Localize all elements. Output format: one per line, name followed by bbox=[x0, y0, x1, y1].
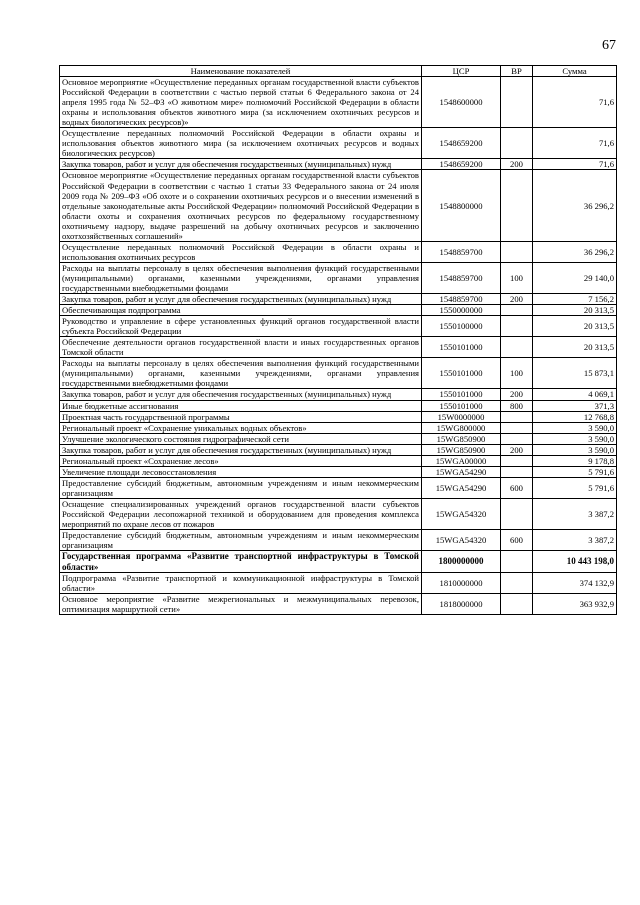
row-name: Проектная часть государственной программы bbox=[60, 411, 422, 422]
budget-table bbox=[59, 65, 617, 615]
table-row bbox=[60, 477, 617, 498]
row-name: Закупка товаров, работ и услуг для обеспечения государственных (муниципальных) нужд bbox=[60, 444, 422, 455]
row-sum: 5 791,6 bbox=[533, 466, 617, 477]
row-name: Обеспечение деятельности органов государственной власти и иных государственных органов Томской области bbox=[60, 337, 422, 358]
row-csr: 15WGA54320 bbox=[422, 498, 501, 529]
row-name: Осуществление переданных полномочий Российской Федерации в области охраны и использования охотничьих ресурсов bbox=[60, 241, 422, 262]
row-vr bbox=[501, 433, 533, 444]
row-csr: 1548659200 bbox=[422, 128, 501, 159]
row-name: Основное мероприятие «Осуществление переданных органам государственной власти субъектов Российской Федерации в соответствии с частью первой статьи 6 Федерального закона от 24 апреля 1995 года № 52–ФЗ «О животном мире» полномочий Российской Федерации в области охраны и использования объектов животного мира (за исключением охотничьих ресурсов и водных биологических ресурсов)» bbox=[60, 77, 422, 128]
row-sum: 36 296,2 bbox=[533, 241, 617, 262]
row-vr: 200 bbox=[501, 294, 533, 305]
row-name: Закупка товаров, работ и услуг для обеспечения государственных (муниципальных) нужд bbox=[60, 389, 422, 400]
row-sum: 9 178,8 bbox=[533, 455, 617, 466]
table-row bbox=[60, 294, 617, 305]
row-vr: 600 bbox=[501, 530, 533, 551]
row-name: Обеспечивающая подпрограмма bbox=[60, 305, 422, 316]
table-row bbox=[60, 77, 617, 128]
row-sum: 71,6 bbox=[533, 128, 617, 159]
row-sum: 3 387,2 bbox=[533, 498, 617, 529]
row-name: Расходы на выплаты персоналу в целях обеспечения выполнения функций государственными (муниципальными) органами, казенными учреждениями, органами управления государственными внебюджетными фондами bbox=[60, 358, 422, 389]
row-sum: 20 313,5 bbox=[533, 337, 617, 358]
table-row bbox=[60, 444, 617, 455]
row-sum: 7 156,2 bbox=[533, 294, 617, 305]
row-vr bbox=[501, 573, 533, 594]
table-row bbox=[60, 551, 617, 573]
row-csr: 15WG850900 bbox=[422, 444, 501, 455]
table-row bbox=[60, 400, 617, 411]
row-vr bbox=[501, 594, 533, 615]
row-sum: 71,6 bbox=[533, 159, 617, 170]
row-sum: 374 132,9 bbox=[533, 573, 617, 594]
row-sum: 10 443 198,0 bbox=[533, 551, 617, 573]
row-csr: 1550101000 bbox=[422, 389, 501, 400]
row-name: Подпрограмма «Развитие транспортной и коммуникационной инфраструктуры в Томской области» bbox=[60, 573, 422, 594]
table-row bbox=[60, 433, 617, 444]
row-vr: 800 bbox=[501, 400, 533, 411]
table-row bbox=[60, 498, 617, 529]
row-name: Государственная программа «Развитие транспортной инфраструктуры в Томской области» bbox=[60, 551, 422, 573]
table-row bbox=[60, 422, 617, 433]
row-vr bbox=[501, 305, 533, 316]
row-csr: 1548600000 bbox=[422, 77, 501, 128]
row-name: Осуществление переданных полномочий Российской Федерации в области охраны и использования объектов животного мира (за исключением охотничьих ресурсов и водных биологических ресурсов) bbox=[60, 128, 422, 159]
row-vr: 200 bbox=[501, 389, 533, 400]
row-name: Увеличение площади лесовосстановления bbox=[60, 466, 422, 477]
row-sum: 3 590,0 bbox=[533, 444, 617, 455]
table-row bbox=[60, 455, 617, 466]
row-csr: 1550101000 bbox=[422, 358, 501, 389]
row-name: Предоставление субсидий бюджетным, автономным учреждениям и иным некоммерческим организациям bbox=[60, 477, 422, 498]
row-csr: 15WG850900 bbox=[422, 433, 501, 444]
table-row bbox=[60, 389, 617, 400]
row-vr bbox=[501, 77, 533, 128]
row-vr bbox=[501, 551, 533, 573]
row-csr: 1550101000 bbox=[422, 400, 501, 411]
table-row bbox=[60, 358, 617, 389]
header-csr: ЦСР bbox=[422, 66, 501, 77]
table-row bbox=[60, 530, 617, 551]
table-row bbox=[60, 573, 617, 594]
row-csr: 1548859700 bbox=[422, 241, 501, 262]
row-sum: 363 932,9 bbox=[533, 594, 617, 615]
row-vr: 100 bbox=[501, 262, 533, 293]
row-csr: 1548659200 bbox=[422, 159, 501, 170]
row-name: Расходы на выплаты персоналу в целях обеспечения выполнения функций государственными (муниципальными) органами, казенными учреждениями, органами управления государственными внебюджетными фондами bbox=[60, 262, 422, 293]
row-sum: 5 791,6 bbox=[533, 477, 617, 498]
row-csr: 1800000000 bbox=[422, 551, 501, 573]
row-sum: 29 140,0 bbox=[533, 262, 617, 293]
row-csr: 1548859700 bbox=[422, 262, 501, 293]
row-sum: 3 387,2 bbox=[533, 530, 617, 551]
table-row bbox=[60, 466, 617, 477]
row-csr: 15W0000000 bbox=[422, 411, 501, 422]
row-sum: 20 313,5 bbox=[533, 316, 617, 337]
row-vr: 200 bbox=[501, 159, 533, 170]
row-name: Улучшение экологического состояния гидрографической сети bbox=[60, 433, 422, 444]
row-sum: 20 313,5 bbox=[533, 305, 617, 316]
row-csr: 1550101000 bbox=[422, 337, 501, 358]
row-csr: 1548859700 bbox=[422, 294, 501, 305]
table-row bbox=[60, 170, 617, 241]
table-row bbox=[60, 128, 617, 159]
table-row bbox=[60, 411, 617, 422]
row-vr bbox=[501, 337, 533, 358]
table-header-row bbox=[60, 66, 617, 77]
row-csr: 1550000000 bbox=[422, 305, 501, 316]
row-name: Руководство и управление в сфере установленных функций органов государственной власти субъекта Российской Федерации bbox=[60, 316, 422, 337]
table-body bbox=[60, 77, 617, 615]
row-name: Предоставление субсидий бюджетным, автономным учреждениям и иным некоммерческим организациям bbox=[60, 530, 422, 551]
row-vr bbox=[501, 498, 533, 529]
row-csr: 15WGA00000 bbox=[422, 455, 501, 466]
row-sum: 71,6 bbox=[533, 77, 617, 128]
header-sum: Сумма bbox=[533, 66, 617, 77]
row-vr bbox=[501, 411, 533, 422]
row-vr bbox=[501, 422, 533, 433]
header-name: Наименование показателей bbox=[60, 66, 422, 77]
table-row bbox=[60, 262, 617, 293]
row-csr: 15WGA54320 bbox=[422, 530, 501, 551]
row-csr: 15WG800000 bbox=[422, 422, 501, 433]
table-row bbox=[60, 159, 617, 170]
row-csr: 1550100000 bbox=[422, 316, 501, 337]
row-vr bbox=[501, 128, 533, 159]
row-name: Региональный проект «Сохранение уникальных водных объектов» bbox=[60, 422, 422, 433]
row-vr bbox=[501, 466, 533, 477]
row-sum: 15 873,1 bbox=[533, 358, 617, 389]
table-row bbox=[60, 305, 617, 316]
row-name: Основное мероприятие «Развитие межрегиональных и межмуниципальных перевозок, оптимизация маршрутной сети» bbox=[60, 594, 422, 615]
row-vr bbox=[501, 241, 533, 262]
page-number: 67 bbox=[602, 38, 616, 53]
row-name: Закупка товаров, работ и услуг для обеспечения государственных (муниципальных) нужд bbox=[60, 159, 422, 170]
table-row bbox=[60, 594, 617, 615]
row-sum: 4 069,1 bbox=[533, 389, 617, 400]
row-sum: 371,3 bbox=[533, 400, 617, 411]
row-name: Закупка товаров, работ и услуг для обеспечения государственных (муниципальных) нужд bbox=[60, 294, 422, 305]
row-sum: 36 296,2 bbox=[533, 170, 617, 241]
row-vr bbox=[501, 316, 533, 337]
row-csr: 1818000000 bbox=[422, 594, 501, 615]
row-vr: 100 bbox=[501, 358, 533, 389]
row-name: Региональный проект «Сохранение лесов» bbox=[60, 455, 422, 466]
row-vr: 600 bbox=[501, 477, 533, 498]
row-sum: 12 768,8 bbox=[533, 411, 617, 422]
row-sum: 3 590,0 bbox=[533, 422, 617, 433]
row-name: Иные бюджетные ассигнования bbox=[60, 400, 422, 411]
row-csr: 15WGA54290 bbox=[422, 466, 501, 477]
table-row bbox=[60, 337, 617, 358]
row-vr: 200 bbox=[501, 444, 533, 455]
row-vr bbox=[501, 170, 533, 241]
row-csr: 15WGA54290 bbox=[422, 477, 501, 498]
row-name: Оснащение специализированных учреждений органов государственной власти субъектов Российской Федерации лесопожарной техникой и оборудованием для проведения комплекса мероприятий по охране лесов от пожаров bbox=[60, 498, 422, 529]
header-vr: ВР bbox=[501, 66, 533, 77]
row-csr: 1548800000 bbox=[422, 170, 501, 241]
table-row bbox=[60, 241, 617, 262]
row-name: Основное мероприятие «Осуществление переданных органам государственной власти субъектов Российской Федерации в соответствии с частью 1 статьи 33 Федерального закона от 24 июля 2009 года № 209–ФЗ «Об охоте и о сохранении охотничьих ресурсов и о внесении изменений в отдельные законодательные акты Российской Федерации» полномочий Российской Федерации в области охоты и сохранения охотничьих ресурсов по федеральному государственному охотничьему надзору, выдаче разрешений на добычу охотничьих ресурсов и заключению охотхозяйственных соглашений» bbox=[60, 170, 422, 241]
table-row bbox=[60, 316, 617, 337]
row-csr: 1810000000 bbox=[422, 573, 501, 594]
row-sum: 3 590,0 bbox=[533, 433, 617, 444]
row-vr bbox=[501, 455, 533, 466]
